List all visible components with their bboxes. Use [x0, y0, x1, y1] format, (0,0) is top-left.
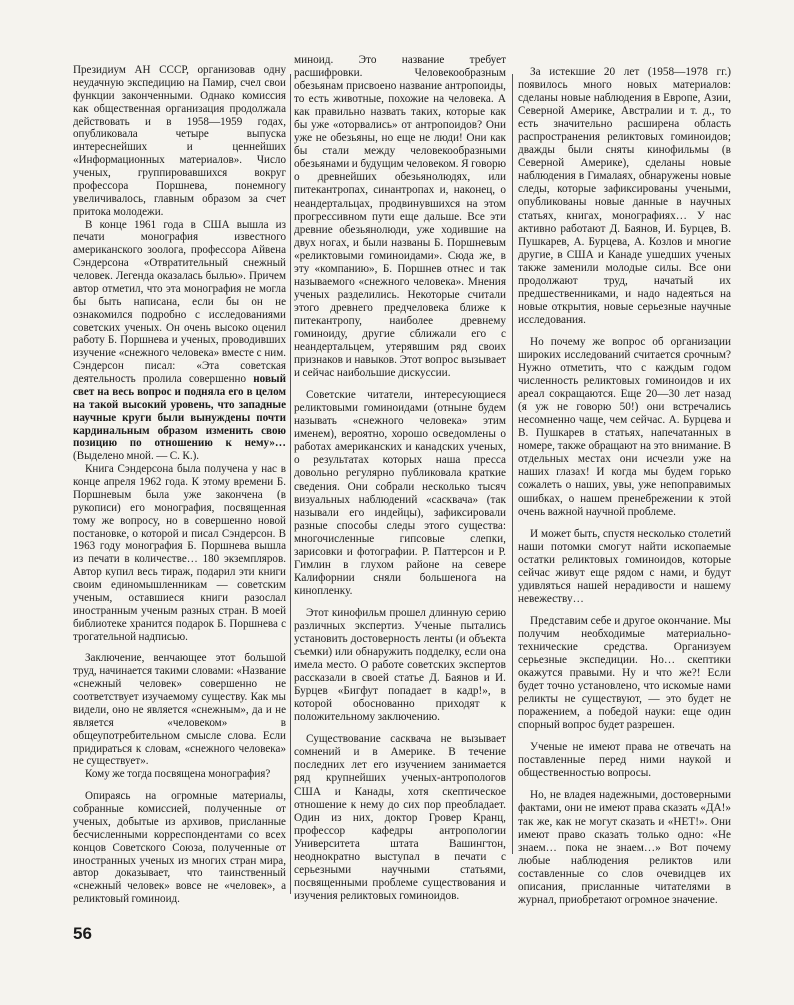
paragraph: Ученые не имеют права не отвечать на поставленные перед ними наукой и общественностью вопросы. — [518, 741, 731, 780]
paragraph: Книга Сэндерсона была получена у нас в конце апреля 1962 года. К этому времени Б. Поршневым была уже закончена (в рукописи) его монография, посвященная тому же вопросу, но в совершенно новой постановке, о которой и писал Сэндерсон. В 1963 году монография Б. Поршнева вышла из печати в количестве… 180 экземпляров. Автор купил весь тираж, подарил эти книги своим единомышленникам — советским ученым, оставшиеся книги разослал иностранным ученым разных стран. В моей библиотеке хранится подарок Б. Поршнева с трогательной надписью. — [73, 463, 286, 643]
paragraph: Советские читатели, интересующиеся реликтовыми гоминоидами (отныне будем называть «снежного человека» этим именем), вероятно, хорошо осведомлены о работах американских и канадских ученых, о результатах которых наша пресса довольно регулярно публиковала краткие сведения. Они собрали несколько тысяч визуальных наблюдений «сасквача» (так называли его индейцы), зафиксировали разные способы следы этого существа: многочисленные гипсовые слепки, зарисовки и фотографии. Р. Паттерсон и Р. Гимлин в глухом районе на севере Калифорнии сняли большенога на кинопленку. — [294, 389, 506, 597]
paragraph-text: В конце 1961 года в США вышла из печати монография известного американского зоолога, профессора Айвена Сэндерсона «Отвратительный снежный человек. Легенда оказалась былью». Причем автор отметил, что эта монография не могла бы быть написана, если бы он не ознакомился подробно с исследованиями советских ученых. Он очень высоко оценил работу Б. Поршнева и ученых, проводивших изучение «снежного человека» вместе с ним. Сэндерсон писал: «Эта советская деятельность пролила совершенно — [73, 218, 286, 385]
paragraph: Представим себе и другое окончание. Мы получим необходимые материально-технические средства. Организуем серьезные экспедиции. Но… скептики окажутся правыми. Ну и что же?! Если будет точно установлено, что искомые нами реликты не существуют, — это будет не поражением, а победой науки: еще один спорный вопрос будет разрешен. — [518, 614, 731, 732]
column-divider — [512, 74, 513, 854]
paragraph: Заключение, венчающее этот большой труд, начинается такими словами: «Название «снежный человек» совершенно не соответствует изучаемому существу. Как мы видели, оно не является «снежным», да и не является «человеком» в общеупотребительном смысле слова. Если придираться к словам, «снежного человека» не существует». — [73, 652, 286, 768]
text-column-right — [518, 66, 731, 907]
emphasized-quote: новый свет на весь вопрос и подняла его в целом на такой высокий уровень, что западные научные круги были вынуждены почти кардинальным образом изменить свою позицию по отношению к нему»… — [73, 373, 286, 450]
column-divider — [290, 74, 291, 894]
paragraph — [73, 219, 286, 464]
text-column-left — [73, 64, 286, 906]
paragraph: Опираясь на огромные материалы, собранные комиссией, полученные от ученых, добытые из архивов, присланные бесчисленными корреспондентами со всех концов Советского Союза, полученные от иностранных ученых из многих стран мира, автор доказывает, что таинственный «снежный человек» вовсе не «человек», а реликтовый гоминоид. — [73, 790, 286, 906]
paragraph: Существование сасквача не вызывает сомнений и в Америке. В течение последних лет его изучением занимается ряд крупнейших ученых-антропологов США и Канады, хотя скептическое отношение к нему до сих пор преобладает. Один из них, доктор Гровер Кранц, профессор кафедры антропологии Университета штата Вашингтон, неоднократно выступал в печати с серьезными научными статьями, посвященными проблеме существования и изучения реликтовых гоминоидов. — [294, 733, 506, 902]
paragraph: Но, не владея надежными, достоверными фактами, они не имеют права сказать «ДА!» так же, как не могут сказать и «НЕТ!». Они имеют право сказать только одно: «Не знаем… пока не знаем…» Вот почему любые наблюдения реликтов или составленные со слов очевидцев их описания, присланные читателями в журнал, приобретают огромное значение. — [518, 789, 731, 906]
page-number: 56 — [73, 924, 92, 943]
paragraph: Президиум АН СССР, организовав одну неудачную экспедицию на Памир, счел свои функции законченными. Однако комиссия как общественная организация продолжала действовать и в 1958—1959 годах, опубликовала четыре выпуска интереснейших и ценнейших «Информационных материалов». Число ученых, группировавшихся вокруг профессора Поршнева, понемногу увеличивалось, главным образом за счет притока молодежи. — [73, 64, 286, 218]
paragraph: Кому же тогда посвящена монография? — [85, 768, 271, 781]
paragraph-text: (Выделено мной. — С. К.). — [73, 450, 200, 463]
text-column-middle — [294, 54, 506, 903]
paragraph: И может быть, спустя несколько столетий наши потомки смогут найти ископаемые остатки реликтовых гоминоидов, которые сейчас живут еще рядом с нами, и будут удивляться нашей нерадивости и нашему невежеству… — [518, 527, 731, 605]
paragraph: Но почему же вопрос об организации широких исследований считается срочным? Нужно отметить, что с каждым годом численность реликтовых гоминоидов и их ареал сокращаются. Еще 20—30 лет назад (я уж не говорю 50!) они встречались несомненно чаще, чем сейчас. А. Бурцева и В. Пушкарев в статьях, напечатанных в номере, также обращают на это внимание. В отдельных местах они исчезли уже на наших глазах! И когда мы будем горько сожалеть о наших, увы, уже непоправимых ошибках, о нашем пренебрежении к этой очень важной научной проблеме. — [518, 335, 731, 518]
paragraph: Этот кинофильм прошел длинную серию различных экспертиз. Ученые пытались установить достоверность ленты (и объекта съемки) или обнаружить подделку, если она имела место. О работе советских экспертов рассказали в своей статье Д. Баянов и И. Бурцев «Бигфут попадает в кадр!», в которой обоснованно приходят к положительному заключению. — [294, 606, 506, 724]
paragraph: За истекшие 20 лет (1958—1978 гг.) появилось много новых материалов: сделаны новые наблюдения в Европе, Азии, Северной Америке, Австралии и т. д., то есть значительно расширена область распространения реликтовых гоминоидов; дважды были сняты кинофильмы (в Северной Америке), сделаны новые наблюдения в Гималаях, обнаружены новые следы, которые зафиксированы учеными, опубликованы новые данные в научных статьях, книгах, монографиях… У нас активно работают Д. Баянов, И. Бурцев, В. Пушкарев, А. Бурцева, А. Козлов и многие другие, в США и Канаде ушедших ученых также заменили молодые силы. Все они продолжают труд, начатый их предшественниками, и надо надеяться на новые открытия, новые серьезные научные исследования. — [518, 66, 731, 326]
paragraph: миноид. Это название требует расшифровки. Человекообразным обезьянам присвоено название антропоиды, то есть животные, похожие на человека. А как правильно назвать таких, которые как бы уже «оторвались» от антропоидов? Они уже не обезьяны, но еще не люди! Они как бы стали между человекообразными обезьянами и будущим человеком. Я говорю о древнейших обезьянолюдях, или питекантропах, синантропах и, наконец, о неандертальцах, продвинувшихся на этом прогрессивном пути еще дальше. Все эти древние обезьянолюди, уже ходившие на двух ногах, и были названы Б. Поршневым «реликтовыми гоминоидами». Сюда же, в эту «компанию», Б. Поршнев отнес и так называемого «снежного человека». Мнения ученых разделились. Некоторые считали этого древнего предчеловека ближе к питекантропу, наиболее древнему гоминоиду, другие сближали его с неандертальцем, утерявшим ряд своих признаков и навыков. Этот вопрос вызывает и сейчас наибольшие дискуссии. — [294, 54, 506, 380]
